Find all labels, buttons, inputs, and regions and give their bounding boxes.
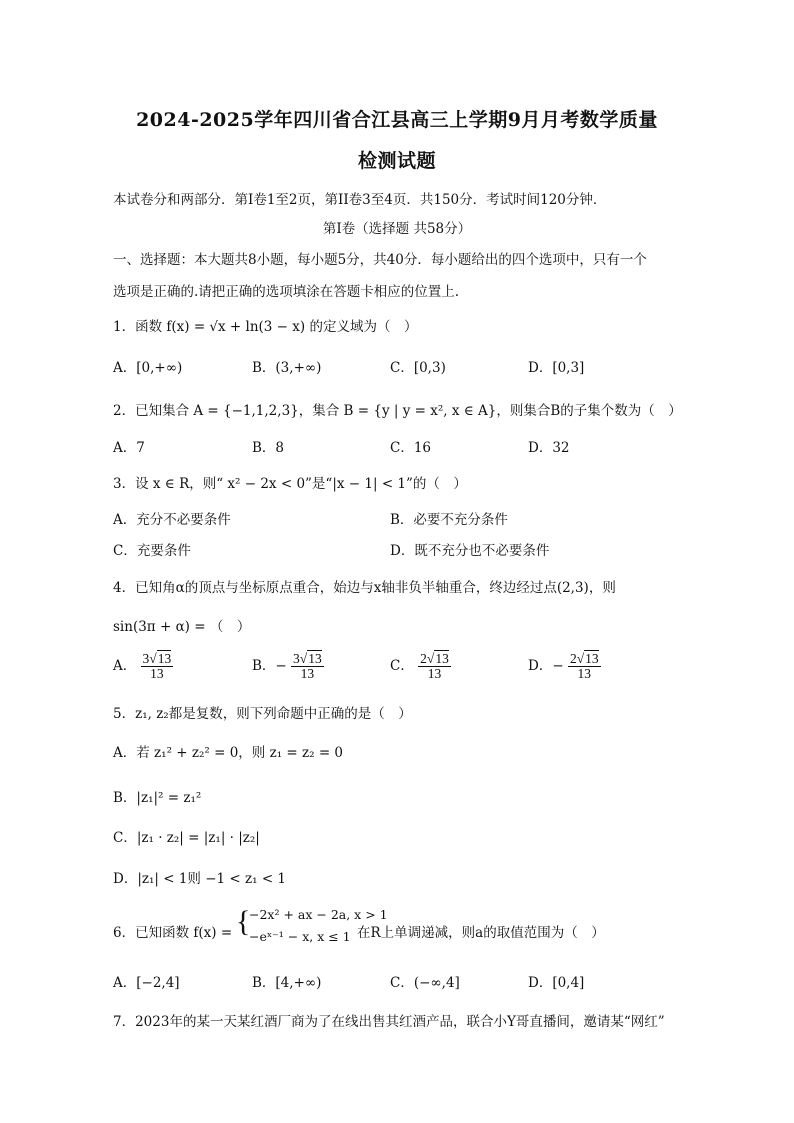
q3-option-c: C．充要条件	[113, 543, 191, 559]
piecewise-brace: {	[236, 905, 251, 938]
q1-option-b: B．(3,+∞)	[252, 360, 322, 376]
q2-option-a: A．7	[113, 440, 145, 456]
title-line-1: 2024-2025学年四川省合江县高三上学期9月月考数学质量	[136, 109, 658, 131]
title-line-2: 检测试题	[357, 150, 436, 172]
q4-d-radicand: 13	[585, 651, 599, 666]
question-3-stem: 3．设 x ∈ R，则“ x² − 2x < 0”是“|x − 1| < 1”的（ ）	[113, 476, 467, 492]
question-4-stem-2: sin(3π + α) = （ ）	[113, 619, 251, 635]
question-6-stem-post: 在R上单调递减，则a的取值范围为（ ）	[357, 925, 605, 941]
q4-a-coef: 3	[142, 651, 150, 666]
question-1-stem: 1．函数 f(x) = √x + ln(3 − x) 的定义域为（ ）	[113, 319, 418, 335]
q4-option-b-fraction: $\frac{3√13}{13}$	[293, 651, 322, 682]
q6-option-c: C．(−∞,4]	[390, 975, 460, 991]
q4-c-radicand: 13	[435, 651, 449, 666]
q4-a-radicand: 13	[157, 651, 172, 666]
q4-option-c-fraction: $\frac{2√13}{13}$	[420, 651, 449, 682]
q4-option-b	[252, 652, 324, 681]
q4-option-d-fraction: $\frac{2√13}{13}$	[569, 651, 599, 682]
section-instructions-1: 一、选择题：本大题共8小题，每小题5分，共40分．每小题给出的四个选项中，只有一个	[113, 252, 647, 268]
q3-option-b: B．必要不充分条件	[390, 512, 508, 528]
question-5-stem: 5．z₁, z₂都是复数，则下列命题中正确的是（ ）	[113, 706, 412, 722]
q3-option-d: D．既不充分也不必要条件	[390, 543, 550, 559]
q2-option-c: C．16	[390, 440, 432, 456]
q5-option-b: B．|z₁|² = z₁²	[113, 790, 202, 806]
part-header: 第I卷（选择题 共58分）	[322, 221, 472, 237]
question-6-stem-pre: 6．已知函数 f(x) =	[113, 925, 233, 941]
q4-option-d	[528, 652, 601, 681]
q4-b-denominator: 13	[300, 666, 315, 682]
q6-option-b: B．[4,+∞)	[252, 975, 322, 991]
q5-option-d: D．|z₁| < 1则 −1 < z₁ < 1	[113, 871, 287, 887]
q2-option-b: B．8	[252, 440, 285, 456]
q4-option-c-label: C．	[390, 658, 414, 675]
q4-option-b-label: B．−	[252, 658, 287, 675]
q4-d-coef: 2	[569, 651, 577, 666]
question-4-stem: 4．已知角α的顶点与坐标原点重合，始边与x轴非负半轴重合，终边经过点(2,3)，则	[113, 580, 616, 596]
q1-option-c: C．[0,3)	[390, 360, 446, 376]
q6-case-2: −eˣ⁻¹ − x, x ≤ 1	[249, 929, 351, 944]
q2-option-d: D．32	[528, 440, 570, 456]
q4-d-denominator: 13	[577, 666, 592, 682]
question-2-stem: 2．已知集合 A = {−1,1,2,3}，集合 B = {y | y = x², x ∈ A}，则集合B的子集个数为（ ）	[113, 403, 682, 419]
intro-text: 本试卷分和两部分．第I卷1至2页，第II卷3至4页．共150分．考试时间120分钟．	[113, 192, 607, 208]
q4-option-c	[390, 652, 451, 681]
q1-option-d: D．[0,3]	[528, 360, 585, 376]
q5-option-a: A．若 z₁² + z₂² = 0，则 z₁ = z₂ = 0	[113, 745, 344, 761]
q4-option-a-label: A．	[113, 658, 137, 675]
question-7-stem: 7．2023年的某一天某红酒厂商为了在线出售其红酒产品，联合小Y哥直播间，邀请某“网红”	[113, 1014, 665, 1030]
q4-b-coef: 3	[293, 651, 300, 666]
q4-a-denominator: 13	[150, 666, 164, 682]
q4-c-coef: 2	[420, 651, 427, 666]
q3-option-a: A．充分不必要条件	[113, 512, 231, 528]
q4-c-denominator: 13	[427, 666, 442, 682]
q4-b-radicand: 13	[308, 651, 322, 666]
q4-option-d-label: D．−	[528, 658, 564, 675]
q5-option-c: C．|z₁ · z₂| = |z₁| · |z₂|	[113, 830, 260, 846]
q1-option-a: A．[0,+∞)	[113, 360, 183, 376]
q6-option-d: D．[0,4]	[528, 975, 585, 991]
section-instructions-2: 选项是正确的.请把正确的选项填涂在答题卡相应的位置上.	[113, 284, 460, 300]
q4-option-a-fraction: $\frac{3√13}{13}$	[142, 651, 172, 682]
q6-option-a: A．[−2,4]	[113, 975, 180, 991]
q6-case-1: −2x² + ax − 2a, x > 1	[249, 907, 388, 922]
q4-option-a	[113, 652, 173, 681]
